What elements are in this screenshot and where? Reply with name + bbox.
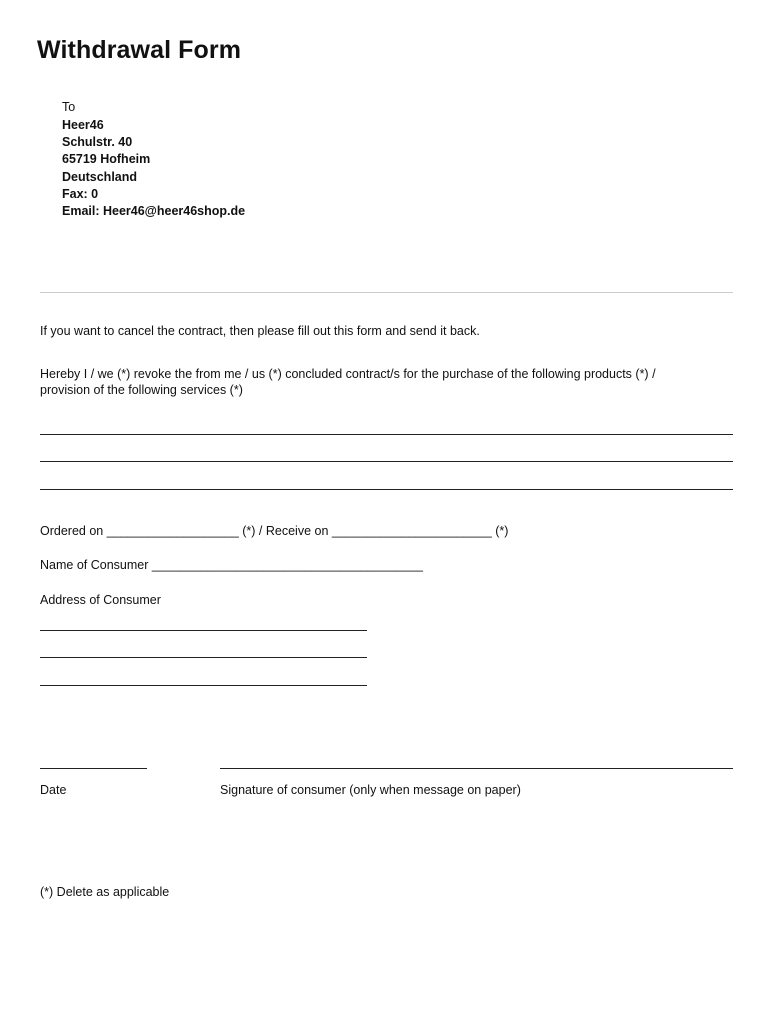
revoke-line-2: provision of the following services (*)	[40, 383, 243, 397]
ordered-received-line[interactable]: Ordered on ___________________ (*) / Receive on _______________________ (*)	[40, 524, 509, 538]
intro-text: If you want to cancel the contract, then please fill out this form and send it back.	[40, 324, 480, 338]
recipient-fax: Fax: 0	[62, 186, 99, 201]
signature-line[interactable]	[220, 768, 733, 769]
address-label: Address of Consumer	[40, 593, 161, 607]
revoke-line-1: Hereby I / we (*) revoke the from me / us (*) concluded contract/s for the purchase of the following products (*) /	[40, 367, 656, 381]
recipient-city: 65719 Hofheim	[62, 152, 151, 167]
recipient-street: Schulstr. 40	[62, 135, 133, 150]
revoke-statement	[40, 366, 656, 398]
address-line-1[interactable]	[40, 630, 367, 631]
address-line-3[interactable]	[40, 685, 367, 686]
products-line-2[interactable]	[40, 461, 733, 462]
consumer-name-line[interactable]: Name of Consumer _______________________________________	[40, 558, 423, 572]
footnote: (*) Delete as applicable	[40, 885, 170, 899]
date-label: Date	[40, 783, 67, 797]
recipient-country: Deutschland	[62, 169, 138, 184]
date-line[interactable]	[40, 768, 147, 769]
section-divider	[40, 292, 733, 293]
address-line-2[interactable]	[40, 657, 367, 658]
recipient-address	[62, 117, 245, 220]
products-line-3[interactable]	[40, 489, 733, 490]
recipient-name: Heer46	[62, 118, 104, 132]
signature-label: Signature of consumer (only when message on paper)	[220, 783, 521, 797]
recipient-email: Email: Heer46@heer46shop.de	[62, 204, 246, 219]
to-label: To	[62, 100, 76, 114]
products-line-1[interactable]	[40, 434, 733, 435]
page-title: Withdrawal Form	[37, 36, 242, 64]
